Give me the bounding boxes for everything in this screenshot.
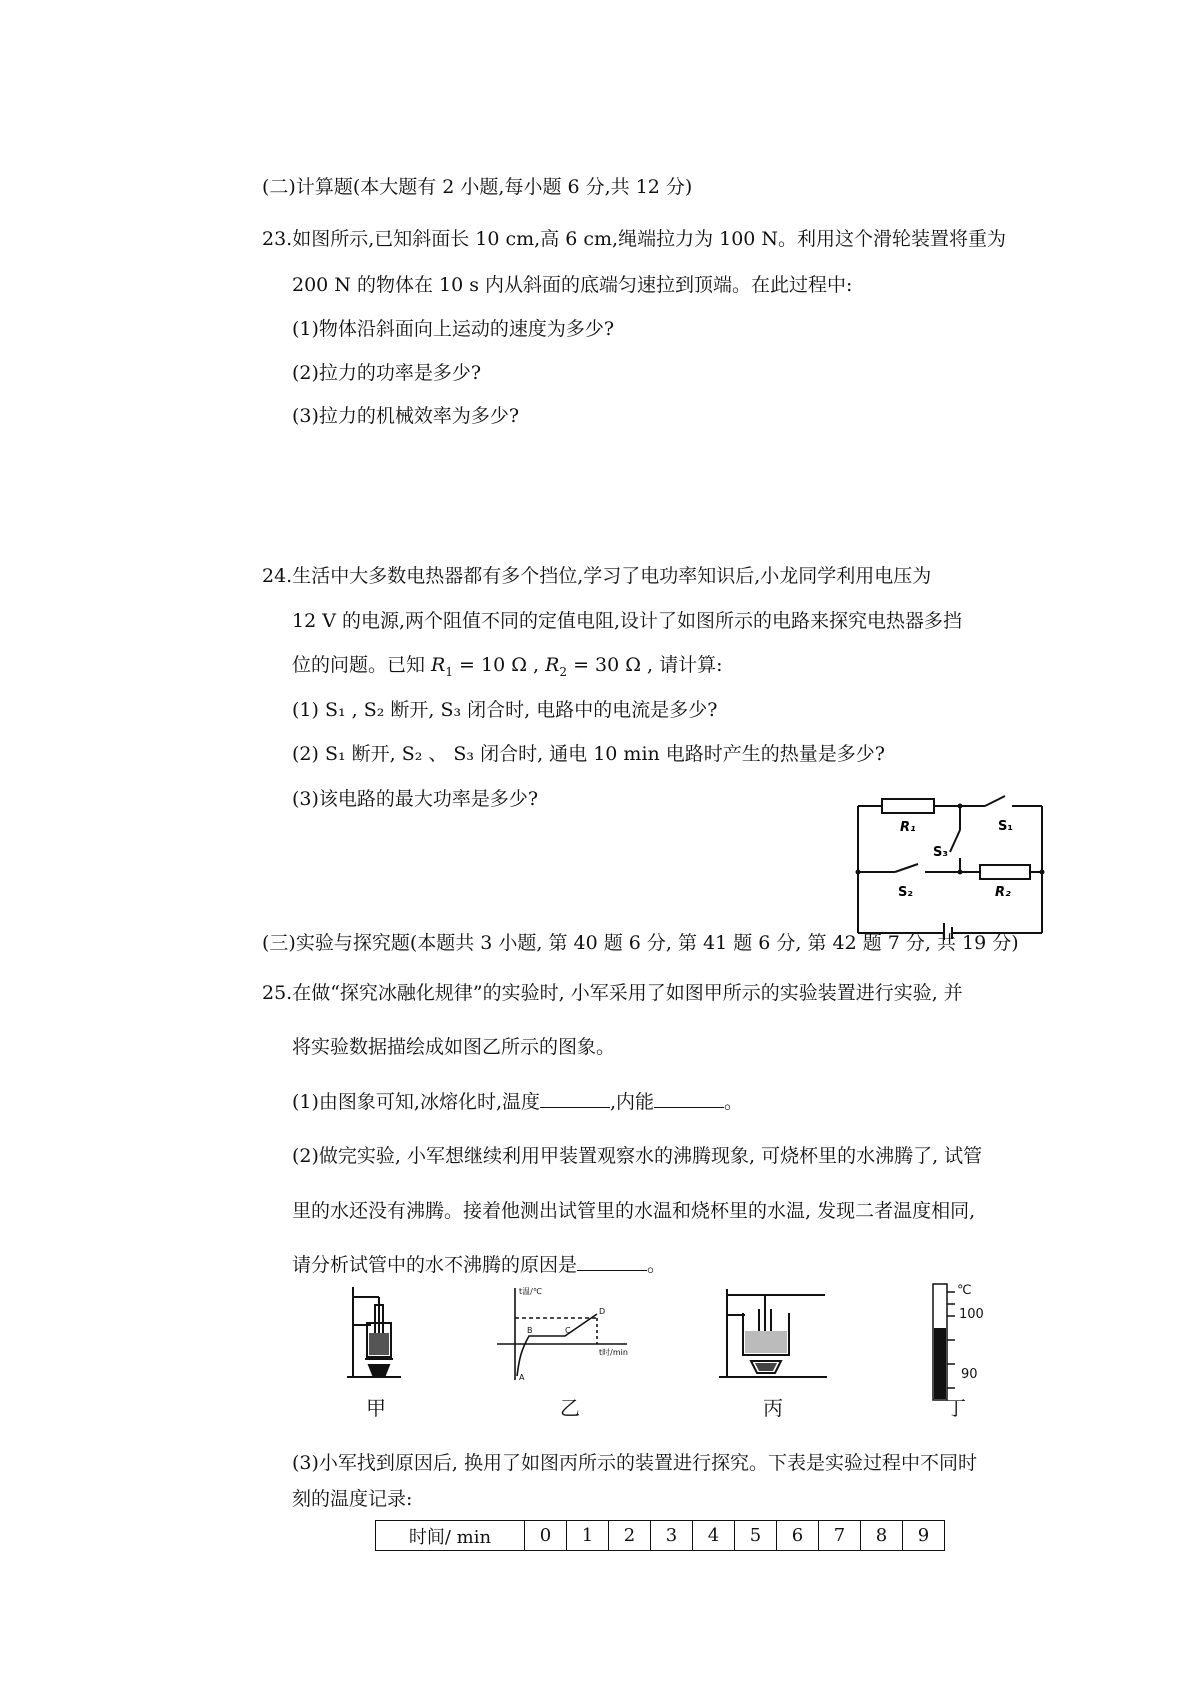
caption-jia: 甲 [366,1396,386,1420]
answer-blank-temperature[interactable] [540,1089,610,1108]
r1-subscript: 1 [445,664,453,679]
q25-sub1-c: 。 [724,1091,744,1113]
table-cell-time: 9 [903,1521,945,1551]
q25-line2: 将实验数据描绘成如图乙所示的图象。 [292,1036,616,1058]
caption-ding: 丁 [946,1396,966,1420]
circuit-r2-label: R₂ [995,885,1011,900]
caption-yi: 乙 [560,1396,580,1420]
q23-line2: 200 N 的物体在 10 s 内从斜面的底端匀速拉到顶端。在此过程中: [292,274,853,296]
table-cell-time: 8 [861,1521,903,1551]
r1-value: = 10 Ω , [453,654,546,676]
q25-sub3-line2: 刻的温度记录: [292,1488,413,1510]
thermometer-label-100: 100 [959,1307,984,1322]
q25-sub1 [292,1089,743,1115]
q24-sub2: (2) S₁ 断开, S₂ 、 S₃ 闭合时, 通电 10 min 电路时产生的热量是多少? [292,743,885,765]
r2-symbol: R [545,654,560,676]
figure-bing-apparatus [715,1285,835,1385]
answer-blank-reason[interactable] [577,1252,647,1271]
temperature-record-table [375,1520,945,1551]
graph-point-c: C [565,1326,571,1335]
q24-sub1: (1) S₁ , S₂ 断开, S₃ 闭合时, 电路中的电流是多少? [292,699,718,721]
q25-sub2-line3-b: 。 [647,1254,667,1276]
graph-point-d: D [599,1307,606,1316]
table-cell-time: 3 [651,1521,693,1551]
q23-sub2: (2)拉力的功率是多少? [292,362,482,384]
q25-sub2-line2: 里的水还没有沸腾。接着他测出试管里的水温和烧杯里的水温, 发现二者温度相同, [292,1200,976,1222]
table-cell-time: 5 [735,1521,777,1551]
q25-sub2-line1: (2)做完实验, 小军想继续利用甲装置观察水的沸腾现象, 可烧杯里的水沸腾了, 试管 [292,1145,983,1167]
q23-sub1: (1)物体沿斜面向上运动的速度为多少? [292,318,615,340]
figure-jia-apparatus [345,1285,405,1385]
q25-sub3-line1: (3)小军找到原因后, 换用了如图丙所示的装置进行探究。下表是实验过程中不同时 [292,1452,977,1474]
answer-blank-internal-energy[interactable] [654,1089,724,1108]
q25-sub2-line3 [292,1252,666,1278]
table-cell-time: 0 [525,1521,567,1551]
q24-line1: 24.生活中大多数电热器都有多个挡位,学习了电功率知识后,小龙同学利用电压为 [262,565,932,587]
q23-line1: 23.如图所示,已知斜面长 10 cm,高 6 cm,绳端拉力为 100 N。利用这个滑轮装置将重为 [262,228,1007,250]
table-cell-time: 6 [777,1521,819,1551]
graph-x-axis-label: t时/min [599,1348,628,1357]
q24-line2: 12 V 的电源,两个阻值不同的定值电阻,设计了如图所示的电路来探究电热器多挡 [292,610,963,632]
q25-sub1-b: ,内能 [610,1091,655,1113]
r1-symbol: R [431,654,446,676]
caption-bing: 丙 [763,1396,783,1420]
r2-subscript: 2 [559,664,568,679]
figure-yi-graph [487,1280,637,1390]
graph-point-a: A [519,1373,525,1382]
graph-point-b: B [527,1326,533,1335]
circuit-r1-label: R₁ [900,820,916,835]
table-cell-time: 2 [609,1521,651,1551]
q25-sub2-line3-a: 请分析试管中的水不沸腾的原因是 [292,1254,578,1276]
r2-value: = 30 Ω , 请计算: [567,654,723,676]
thermometer-label-90: 90 [961,1367,978,1382]
table-header-time: 时间/ min [376,1521,525,1551]
circuit-diagram [850,790,1050,940]
table-cell-time: 1 [567,1521,609,1551]
q25-sub1-a: (1)由图象可知,冰熔化时,温度 [292,1091,540,1113]
graph-y-axis-label: t温/℃ [519,1287,542,1296]
q24-line3-prefix: 位的问题。已知 [292,654,432,676]
circuit-s1-label: S₁ [998,819,1014,834]
figure-ding-thermometer [925,1280,995,1405]
section-3-title: (三)实验与探究题(本题共 3 小题, 第 40 题 6 分, 第 41 题 6 分, 第 42 题 7 分, 共 19 分) [262,932,1019,954]
table-cell-time: 7 [819,1521,861,1551]
circuit-s3-label: S₃ [933,845,949,860]
q23-sub3: (3)拉力的机械效率为多少? [292,405,520,427]
thermometer-unit: ℃ [957,1283,972,1298]
q25-line1: 25.在做“探究冰融化规律”的实验时, 小军采用了如图甲所示的实验装置进行实验, 并 [262,982,963,1004]
q24-sub3: (3)该电路的最大功率是多少? [292,788,539,810]
table-cell-time: 4 [693,1521,735,1551]
section-2-title: (二)计算题(本大题有 2 小题,每小题 6 分,共 12 分) [262,176,693,198]
table-row [376,1521,945,1551]
circuit-s2-label: S₂ [898,885,914,900]
q24-line3 [292,652,723,685]
